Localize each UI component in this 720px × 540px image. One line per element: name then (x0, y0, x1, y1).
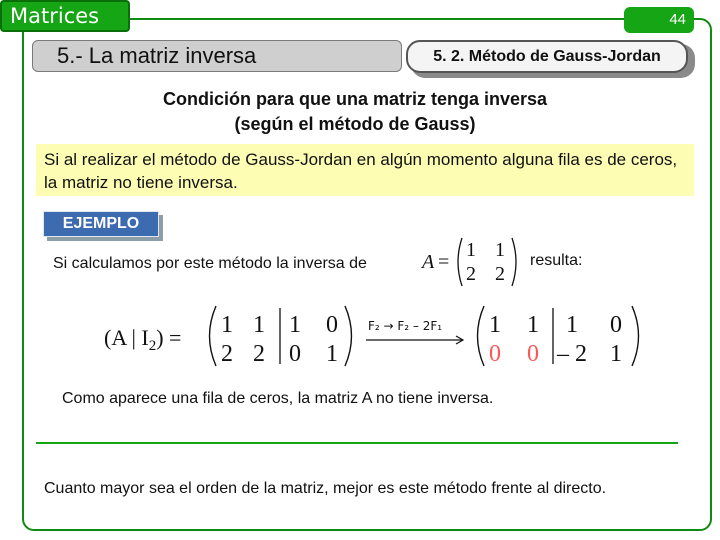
result-cell: 0 (610, 312, 622, 338)
augmented-cell: 1 (221, 312, 233, 338)
page-number: 44 (624, 7, 694, 33)
app-title-tab: Matrices (0, 0, 130, 32)
matrix-a-cell: 1 (495, 239, 505, 261)
row-operation-label: F₂ → F₂ – 2F₁ (368, 319, 443, 333)
augmented-label: (A | $I_2$) = (104, 325, 182, 354)
rule-box: Si al realizar el método de Gauss-Jordan en algún momento alguna fila es de ceros, la matriz no tiene inversa. (36, 144, 694, 196)
footer-text: Cuanto mayor sea el orden de la matriz, mejor es este método frente al directo. (44, 480, 607, 497)
matrix-a-equals: = (438, 251, 450, 273)
augmented-right-paren (345, 306, 352, 366)
result-label: resulta: (530, 252, 583, 269)
example-intro: Si calculamos por este método la inversa de (53, 255, 367, 272)
condition-line-1: Condición para que una matriz tenga inversa (162, 89, 548, 109)
result-right-paren (632, 306, 639, 366)
augmented-cell: 1 (289, 312, 301, 338)
augmented-cell: 2 (253, 341, 265, 367)
conclusion-text: Como aparece una fila de ceros, la matriz A no tiene inversa. (62, 390, 494, 407)
result-cell: 1 (527, 312, 539, 338)
matrix-a-left-paren (458, 238, 462, 286)
condition-line-2: (según el método de Gauss) (234, 114, 476, 134)
result-left-paren (478, 306, 485, 366)
matrix-a-cell: 1 (466, 239, 476, 261)
example-badge: EJEMPLO (43, 211, 159, 237)
result-zero-cell: 0 (489, 341, 501, 367)
subsection-title: 5. 2. Método de Gauss-Jordan (406, 40, 688, 73)
result-cell: 1 (489, 312, 501, 338)
augmented-left-paren (210, 306, 217, 366)
augmented-cell: 0 (326, 312, 338, 338)
augmented-cell: 2 (221, 341, 233, 367)
section-title: 5.- La matriz inversa (32, 40, 402, 72)
divider-line (36, 442, 678, 444)
result-cell: 1 (610, 341, 622, 367)
matrix-a-cell: 2 (495, 263, 505, 285)
augmented-cell: 1 (253, 312, 265, 338)
matrix-a-right-paren (512, 238, 516, 286)
matrix-a-cell: 2 (466, 263, 476, 285)
augmented-cell: 0 (289, 341, 301, 367)
result-cell: 1 (566, 312, 578, 338)
matrix-a-name: A (422, 251, 435, 273)
augmented-cell: 1 (326, 341, 338, 367)
result-zero-cell: 0 (527, 341, 539, 367)
result-cell: – 2 (557, 341, 587, 367)
